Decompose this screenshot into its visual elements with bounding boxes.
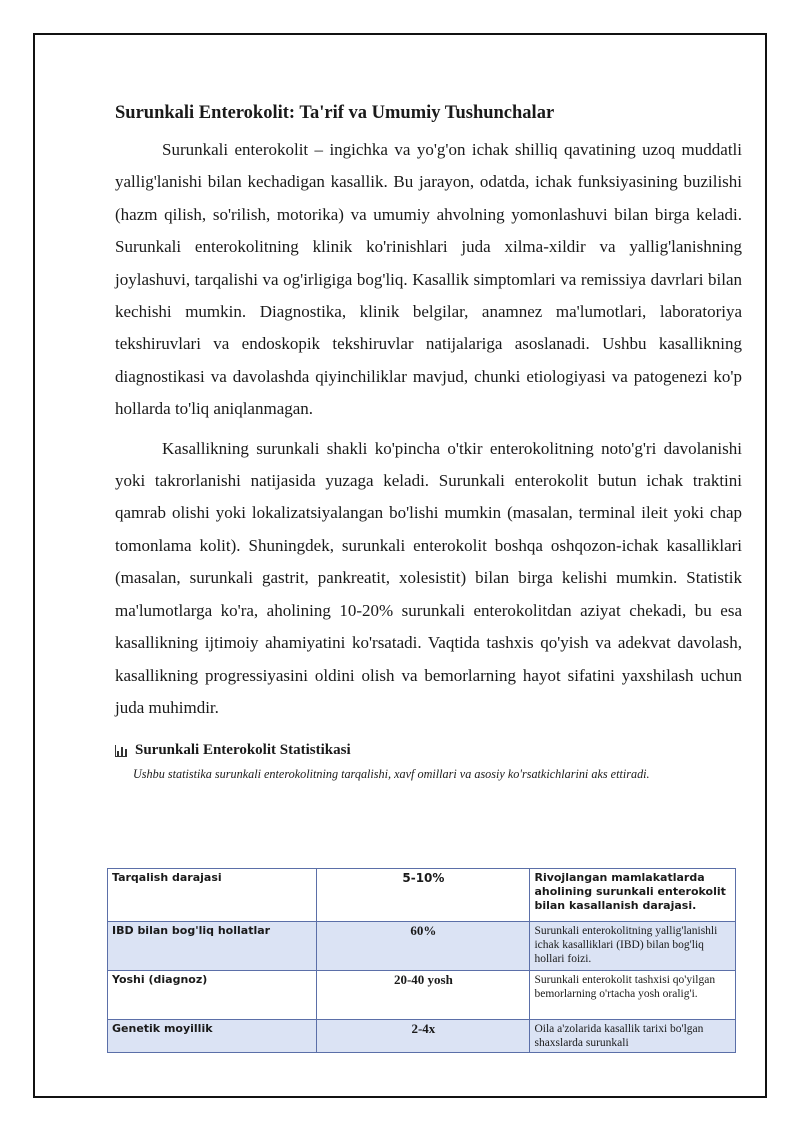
row-description: Rivojlangan mamlakatlarda aholining surunkali enterokolit bilan kasallanish darajasi. [530,869,736,922]
row-value: 5-10% [317,869,530,922]
document-body [115,100,742,790]
table-row [108,971,736,1020]
row-label: Yoshi (diagnoz) [108,971,317,1020]
row-description: Oila a'zolarida kasallik tarixi bo'lgan shaxslarda surunkali [530,1020,736,1053]
row-label: IBD bilan bog'liq hollatlar [108,922,317,971]
row-label: Genetik moyillik [108,1020,317,1053]
table-row [108,922,736,971]
bar-chart-icon [115,745,127,757]
paragraph-definition: Surunkali enterokolit – ingichka va yo'g'on ichak shilliq qavatining uzoq muddatli yallig'lanishi bilan kechadigan kasallik. Bu jarayon, odatda, ichak funksiyasining buzilishi (hazm qilish, so'rilish, motorika) va umumiy ahvolning yomonlashuvi bilan birga keladi. Surunkali enterokolitning klinik ko'rinishlari juda xilma-xildir va yallig'lanishning joylashuvi, tarqalishi va og'irligiga bog'liq. Kasallik simptomlari va remissiya davrlari bilan kechishi mumkin. Diagnostika, klinik belgilar, anamnez ma'lumotlari, laboratoriya tekshiruvlari va endoskopik tekshiruvlar natijalariga asoslanadi. Ushbu kasallikning diagnostikasi va davolashda qiyinchiliklar mavjud, chunki etiologiyasi va patogenezi ko'p hollarda to'liq aniqlanmagan. [115,140,742,419]
statistics-title: Surunkali Enterokolit Statistikasi [135,742,351,759]
row-description: Surunkali enterokolitning yallig'lanishli ichak kasalliklari (IBD) bilan bog'liq hollari foizi. [530,922,736,971]
row-description: Surunkali enterokolit tashxisi qo'yilgan bemorlarning o'rtacha yosh oralig'i. [530,971,736,1020]
statistics-subtitle: Ushbu statistika surunkali enterokolitning tarqalishi, xavf omillari va asosiy ko'rsatkichlarini aks ettiradi. [133,767,650,782]
paragraph-chronic-form: Kasallikning surunkali shakli ko'pincha o'tkir enterokolitning noto'g'ri davolanishi yoki takrorlanishi natijasida yuzaga keladi. Surunkali enterokolit butun ichak traktini qamrab olishi yoki lokalizatsiyalangan bo'lishi mumkin (masalan, terminal ileit yoki chap tomonlama kolit). Shuningdek, surunkali enterokolit boshqa oshqozon-ichak kasalliklari (masalan, surunkali gastrit, pankreatit, xolesistit) bilan birga kelishi mumkin. Statistik ma'lumotlarga ko'ra, aholining 10-20% surunkali enterokolitdan aziyat chekadi, bu esa kasallikning ijtimoiy ahamiyatini ko'rsatadi. Vaqtida tashxis qo'yish va adekvat davolash, kasallikning progressiyasini oldini olish va bemorlarning hayot sifatini yaxshilash uchun juda muhimdir. [115,438,742,717]
row-value: 20-40 yosh [317,971,530,1020]
table-row [108,869,736,922]
statistics-table [107,868,736,1053]
statistics-heading [115,742,742,759]
row-value: 60% [317,922,530,971]
row-label: Tarqalish darajasi [108,869,317,922]
row-value: 2-4x [317,1020,530,1053]
table-row [108,1020,736,1053]
section-heading: Surunkali Enterokolit: Ta'rif va Umumiy Tushunchalar [115,103,555,123]
